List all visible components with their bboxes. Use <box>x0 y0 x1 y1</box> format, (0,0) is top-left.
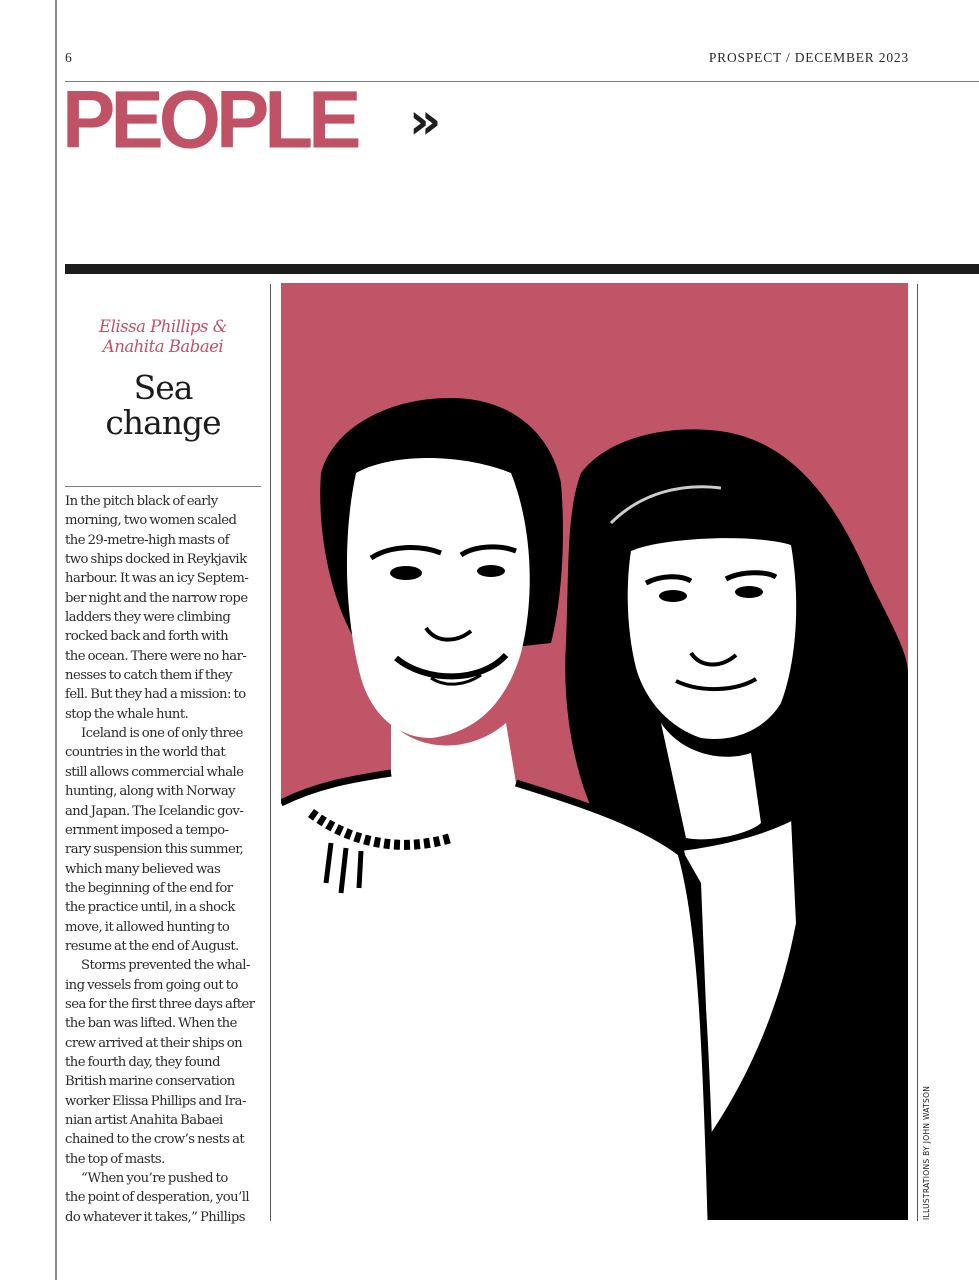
article-body <box>65 492 265 1227</box>
body-line: ladders they were climbing <box>65 610 231 626</box>
body-line: rocked back and forth with <box>65 629 229 645</box>
body-line: crew arrived at their ships on <box>65 1035 243 1051</box>
body-line: the ban was lifted. When the <box>65 1016 237 1032</box>
body-line: ing vessels from going out to <box>65 977 238 993</box>
body-line: hunting, along with Norway <box>65 784 236 800</box>
article-byline <box>65 317 261 357</box>
body-line: still allows commercial whale <box>65 764 244 780</box>
byline-line: Elissa Phillips & <box>99 317 227 336</box>
body-line: do whatever it takes,” Phillips <box>65 1209 246 1225</box>
headline-line: Sea <box>133 368 193 407</box>
body-line: “When you’re pushed to <box>81 1171 228 1187</box>
body-line: stop the whale hunt. <box>65 706 189 722</box>
body-line: fell. But they had a mission: to <box>65 687 246 703</box>
body-line: the point of desperation, you’ll <box>65 1190 250 1206</box>
page-margin-rule <box>55 0 57 1280</box>
portrait-illustration <box>281 283 908 1220</box>
body-line: resume at the end of August. <box>65 938 239 954</box>
body-line: and Japan. The Icelandic gov- <box>65 803 244 819</box>
byline-line: Anahita Babaei <box>102 337 224 356</box>
body-line: which many believed was <box>65 861 221 877</box>
body-line: move, it allowed hunting to <box>65 919 230 935</box>
body-line: Storms prevented the whal- <box>81 958 250 974</box>
body-line: sea for the first three days after <box>65 996 255 1012</box>
body-line: the beginning of the end for <box>65 880 233 896</box>
body-line: nesses to catch them if they <box>65 668 232 684</box>
body-line: morning, two women scaled <box>65 513 237 529</box>
body-line: British marine conservation <box>65 1074 235 1090</box>
section-title: PEOPLE <box>62 74 357 165</box>
headline-rule <box>65 486 261 487</box>
body-line: two ships docked in Reykjavik <box>65 552 247 568</box>
body-line: chained to the crow’s nests at <box>65 1132 245 1148</box>
section-divider <box>65 264 979 274</box>
body-line: Iceland is one of only three <box>81 726 243 742</box>
body-line: ernment imposed a tempo- <box>65 822 229 838</box>
body-line: countries in the world that <box>65 745 226 761</box>
body-line: the fourth day, they found <box>65 1054 220 1070</box>
portrait-artwork <box>281 283 908 1220</box>
body-line: the ocean. There were no har- <box>65 648 247 664</box>
page-number: 6 <box>65 50 72 65</box>
body-line: harbour. It was an icy Septem- <box>65 571 249 587</box>
body-line: In the pitch black of early <box>65 494 218 509</box>
chevron-right-icon: » <box>409 92 442 150</box>
body-line: rary suspension this summer, <box>65 842 244 858</box>
running-head: PROSPECT / DECEMBER 2023 <box>708 50 909 65</box>
headline-line: change <box>105 403 221 442</box>
body-line: worker Elissa Phillips and Ira- <box>65 1093 246 1109</box>
illustration-credit: ILLUSTRATIONS BY JOHN WATSON <box>922 1085 931 1220</box>
body-line: nian artist Anahita Babaei <box>65 1113 223 1128</box>
column-rule <box>917 284 918 1221</box>
column-rule <box>270 284 271 1221</box>
body-line: the 29-metre-high masts of <box>65 532 229 548</box>
body-line: the practice until, in a shock <box>65 900 235 916</box>
body-line: ber night and the narrow rope <box>65 590 248 606</box>
body-line: the top of masts. <box>65 1151 165 1167</box>
article-headline <box>65 370 261 440</box>
